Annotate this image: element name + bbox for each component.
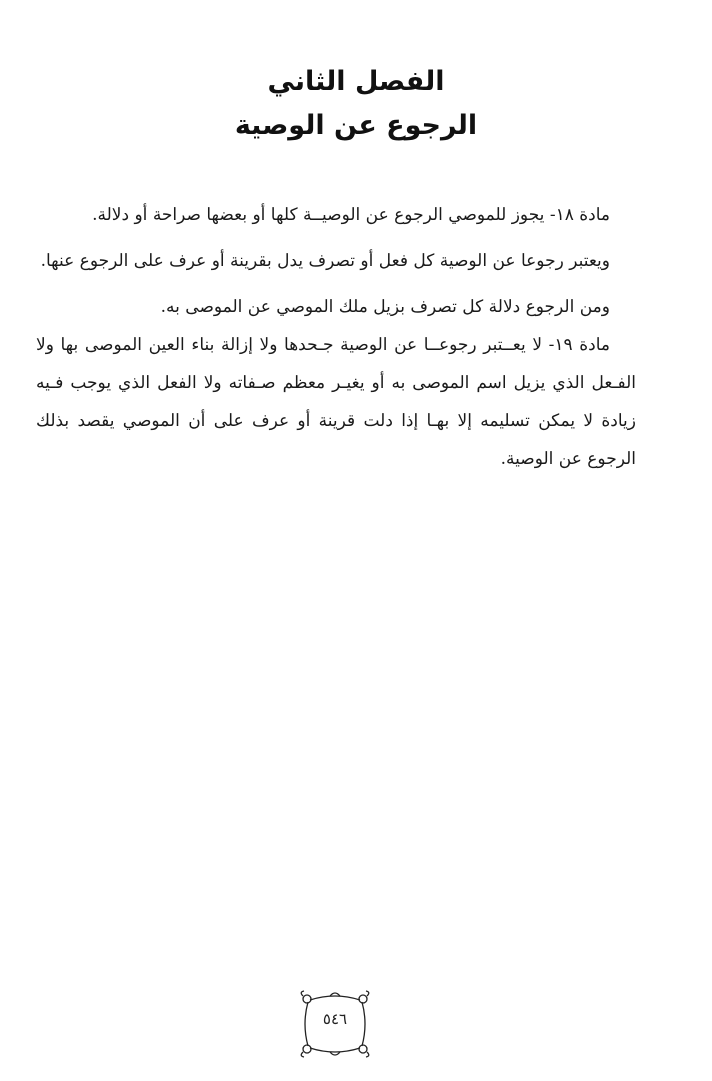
chapter-title: الفصل الثاني <box>267 66 445 97</box>
page-number: ٥٤٦ <box>322 1010 348 1028</box>
revocation-paragraph: ويعتبر رجوعا عن الوصية كل فعل أو تصرف يدل بقرينة أو عرف على الرجوع عنها. <box>40 251 610 271</box>
body-text <box>36 196 636 478</box>
implied-revocation-paragraph: ومن الرجوع دلالة كل تصرف بزيل ملك الموصي عن الموصى به. <box>160 297 610 317</box>
article-19-paragraph: مادة ١٩- لا يعــتبر رجوعــا عن الوصية جـحدها ولا إزالة بناء العين الموصى بها ولا الفـعل الذي يزيل اسم الموصى به أو يغيـر معظم صـفاته ولا الفعل الذي يوجب فـيه زيادة لا يمكن تسليمه إلا بهـا إذا دلت قرينة أو عرف على أن الموصي يقصد بذلك الرجوع عن الوصية. <box>36 335 636 469</box>
article-18-paragraph: مادة ١٨- يجوز للموصي الرجوع عن الوصيــة كلها أو بعضها صراحة أو دلالة. <box>92 205 610 225</box>
chapter-subtitle: الرجوع عن الوصية <box>234 110 478 141</box>
page-number-ornament <box>296 988 374 1060</box>
